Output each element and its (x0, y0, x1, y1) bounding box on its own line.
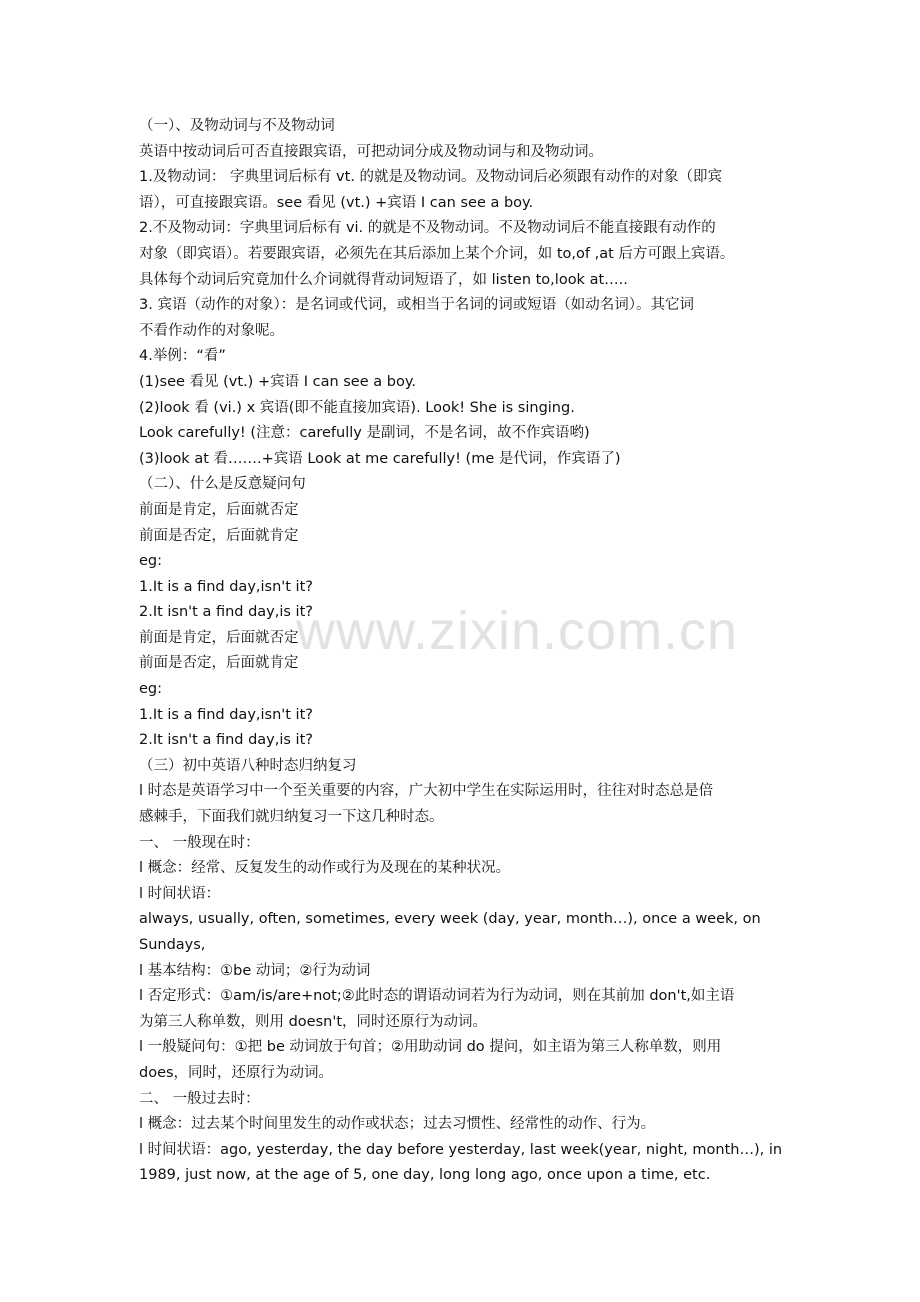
text-line: 前面是否定，后面就肯定 (139, 527, 299, 544)
watermark: www.zixin.com.cn (296, 601, 739, 661)
text-line: Look carefully! (注意：carefully 是副词，不是名词，故不作宾语哟) (139, 425, 590, 442)
text-line: l 概念：经常、反复发生的动作或行为及现在的某种状况。 (139, 860, 511, 877)
text-line: （三）初中英语八种时态归纳复习 (139, 757, 357, 774)
text-line: 1.It is a find day,isn't it? (139, 578, 313, 595)
text-line: 1989, just now, at the age of 5, one day, long long ago, once upon a time, etc. (139, 1167, 711, 1184)
text-line: eg: (139, 681, 163, 698)
text-line: 不看作动作的对象呢。 (139, 322, 284, 339)
text-line: 语），可直接跟宾语。see 看见 (vt.) +宾语 I can see a boy. (139, 194, 534, 211)
text-line: eg: (139, 553, 163, 570)
text-line: 前面是否定，后面就肯定 (139, 655, 299, 672)
text-line: 为第三人称单数，则用 doesn't，同时还原行为动词。 (139, 1013, 488, 1030)
text-line: l 基本结构：①be 动词；②行为动词 (139, 962, 371, 979)
text-line: 1.It is a find day,isn't it? (139, 706, 313, 723)
text-line: 前面是肯定，后面就否定 (139, 629, 299, 646)
text-line: （一）、及物动词与不及物动词 (139, 118, 335, 134)
text-line: Sundays, (139, 937, 206, 953)
text-line: 感棘手，下面我们就归纳复习一下这几种时态。 (139, 809, 444, 826)
document-body (139, 114, 789, 1189)
text-line: always, usually, often, sometimes, every week (day, year, month…), once a week, on (139, 911, 761, 928)
text-line: 具体每个动词后究竟加什么介词就得背动词短语了，如 listen to,look at….. (139, 271, 628, 288)
text-line: (1)see 看见 (vt.) +宾语 I can see a boy. (139, 373, 416, 390)
text-line: l 否定形式：①am/is/are+not;②此时态的谓语动词若为行为动词，则在其前加 don't,如主语 (139, 988, 735, 1005)
text-line: 二、 一般过去时： (139, 1090, 260, 1107)
text-line: l 时间状语：ago, yesterday, the day before yesterday, last week(year, night, month…), in (139, 1141, 783, 1158)
text-line: 2.It isn't a find day,is it? (139, 604, 313, 621)
text-line: 对象（即宾语）。若要跟宾语，必须先在其后添加上某个介词，如 to,of ,at 后方可跟上宾语。 (139, 245, 735, 262)
text-line: 3. 宾语（动作的对象）：是名词或代词，或相当于名词的词或短语（如动名词）。其它词 (139, 297, 694, 314)
text-line: 英语中按动词后可否直接跟宾语，可把动词分成及物动词与和及物动词。 (139, 143, 603, 160)
text-line: （二）、什么是反意疑问句 (139, 476, 306, 493)
text-line: (2)look 看 (vi.) x 宾语(即不能直接加宾语). Look! She is singing. (139, 399, 575, 416)
text-line: 前面是肯定，后面就否定 (139, 501, 299, 518)
text-line: 2.It isn't a find day,is it? (139, 732, 313, 749)
text-line: l 时间状语： (139, 885, 221, 902)
text-line: (3)look at 看…….+宾语 Look at me carefully! (me 是代词，作宾语了) (139, 450, 621, 467)
text-line: l 概念：过去某个时间里发生的动作或状态；过去习惯性、经常性的动作、行为。 (139, 1116, 656, 1133)
text-line: l 一般疑问句：①把 be 动词放于句首；②用助动词 do 提问，如主语为第三人称单数，则用 (139, 1039, 722, 1056)
text-line: 2.不及物动词：字典里词后标有 vi. 的就是不及物动词。不及物动词后不能直接跟有动作的 (139, 220, 716, 237)
text-line: 4.举例：“看” (139, 348, 226, 365)
text-line: l 时态是英语学习中一个至关重要的内容，广大初中学生在实际运用时，往往对时态总是倍 (139, 783, 714, 800)
text-line: does，同时，还原行为动词。 (139, 1064, 334, 1081)
text-line: 1.及物动词： 字典里词后标有 vt. 的就是及物动词。及物动词后必须跟有动作的对象（即宾 (139, 169, 723, 186)
text-line: 一、 一般现在时： (139, 834, 260, 851)
